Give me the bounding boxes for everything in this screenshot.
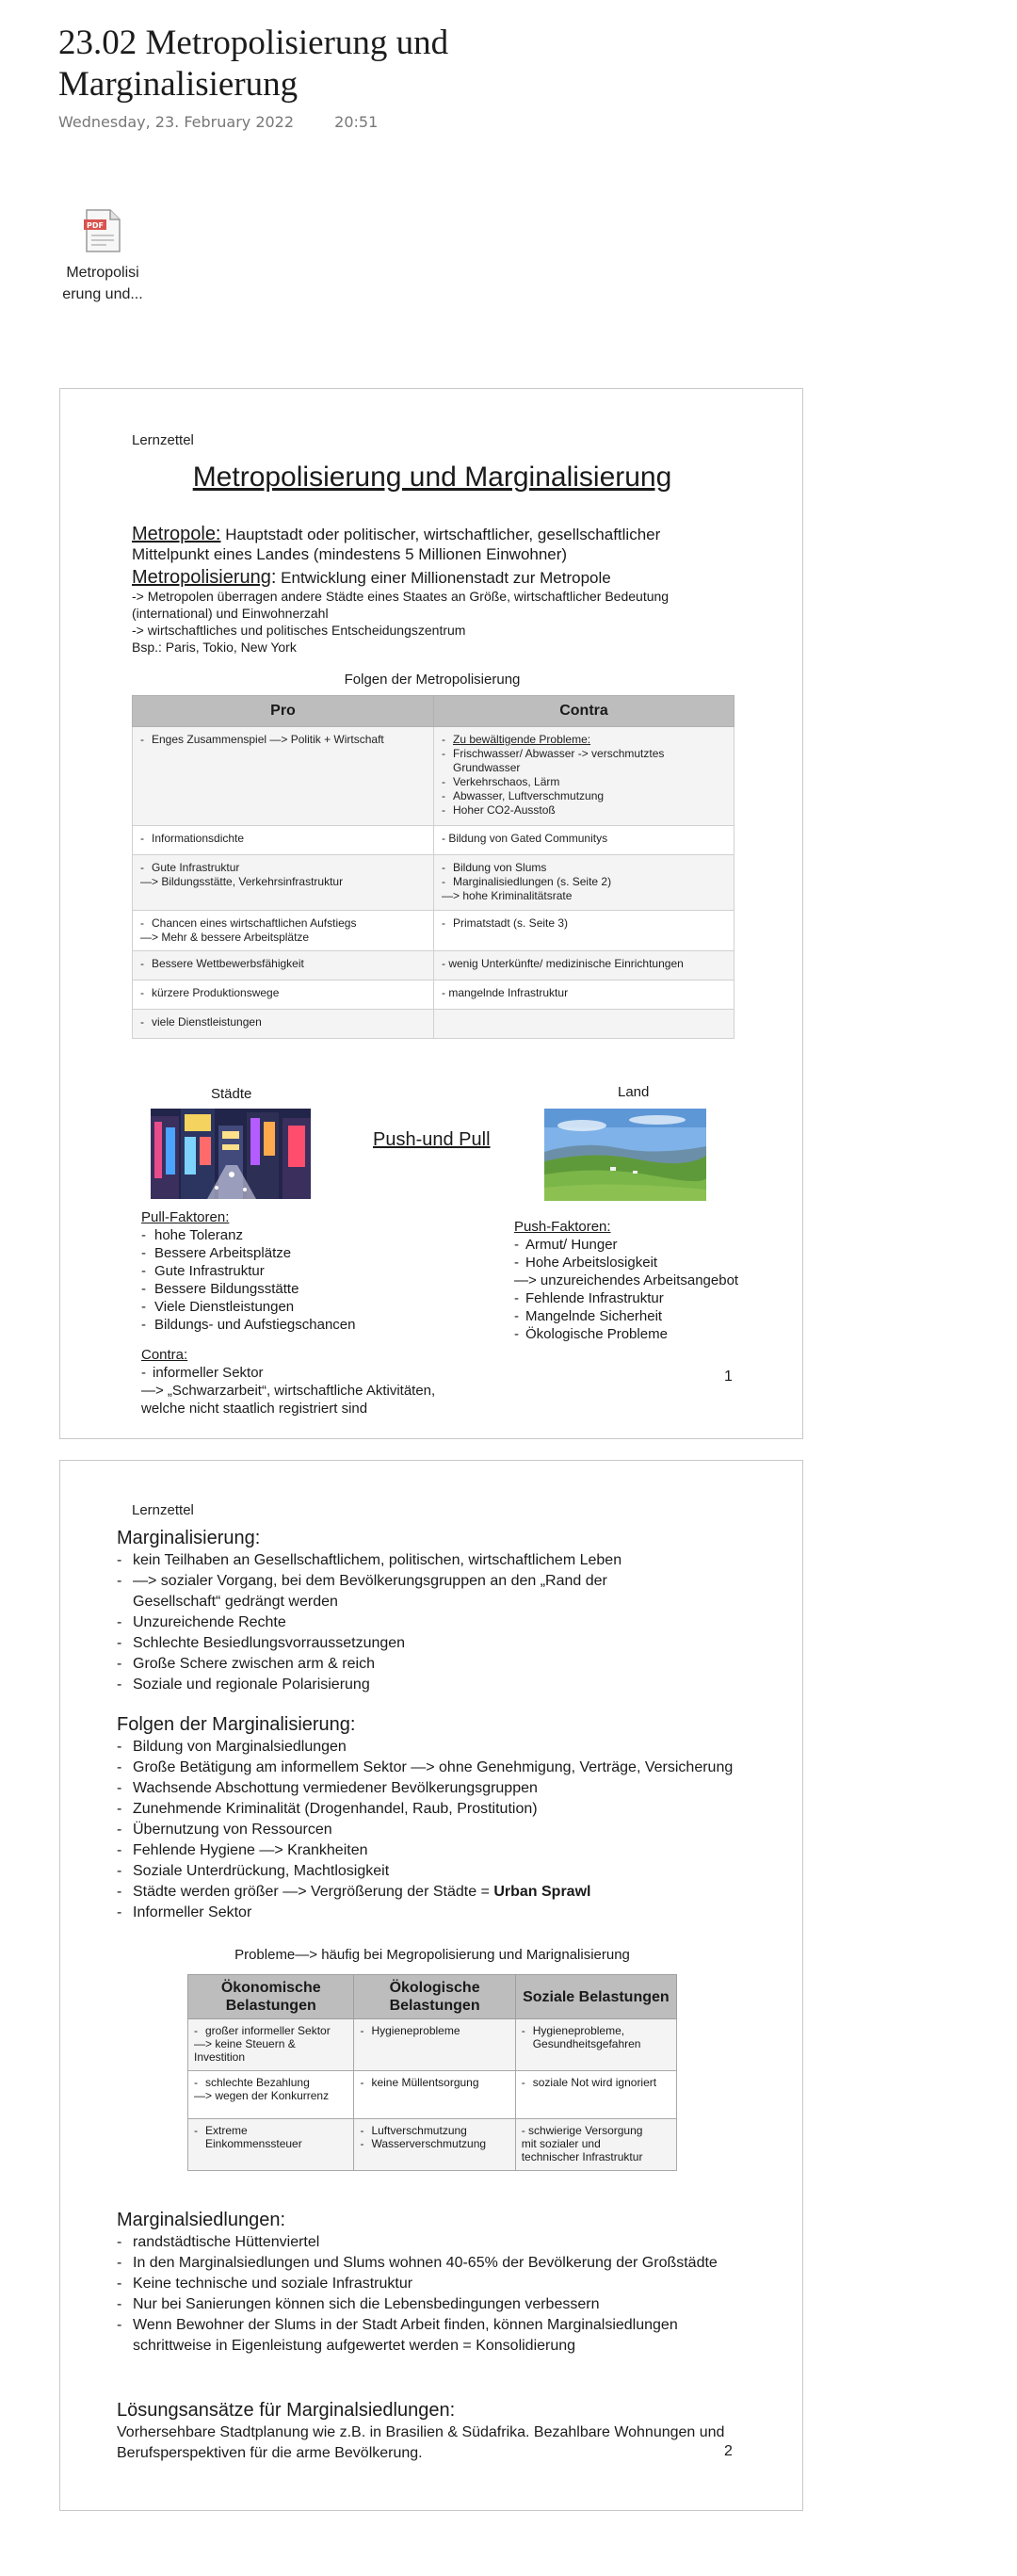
push-factors bbox=[514, 1218, 787, 1343]
attachment-name-line1: Metropolisi bbox=[66, 265, 139, 281]
header-text: Ökologische bbox=[389, 1980, 480, 1996]
metro-note-2: (international) und Einwohnerzahl bbox=[132, 606, 329, 621]
cell-text: —> hohe Kriminalitätsrate bbox=[442, 889, 573, 902]
metropole-term: Metropole: bbox=[132, 524, 221, 544]
list-item-text: Städte werden größer —> Vergrößerung der Städte = bbox=[133, 1884, 494, 1900]
table-cell bbox=[434, 951, 734, 980]
table-cell bbox=[354, 2019, 515, 2071]
list-item: - Bessere Bildungsstätte bbox=[141, 1280, 452, 1298]
table-row bbox=[188, 2019, 677, 2071]
cell-text: - Chancen eines wirtschaftlichen Aufstiegs bbox=[140, 916, 426, 931]
table-cell bbox=[354, 2119, 515, 2171]
page2-kicker: Lernzettel bbox=[132, 1502, 194, 1518]
table-cell bbox=[133, 1010, 434, 1039]
list-item: - Bessere Arbeitsplätze bbox=[141, 1244, 452, 1262]
pdf-page-1 bbox=[59, 388, 803, 1439]
table-cell bbox=[188, 2071, 354, 2119]
table1-caption: Folgen der Metropolisierung bbox=[344, 672, 521, 688]
loes-text-1: Vorhersehbare Stadtplanung wie z.B. in Brasilien & Südafrika. Bezahlbare Wohnungen und bbox=[117, 2424, 725, 2440]
cell-text: - großer informeller Sektor bbox=[194, 2024, 347, 2037]
table-cell bbox=[434, 911, 734, 951]
metropolisierung-def: Entwicklung einer Millionenstadt zur Metropole bbox=[276, 569, 611, 587]
table-row bbox=[133, 980, 734, 1010]
marginalisierung-section bbox=[117, 1527, 776, 1695]
list-item: - Große Betätigung am informellem Sektor —> ohne Genehmigung, Verträge, Versicherung bbox=[117, 1758, 776, 1778]
table-cell bbox=[434, 826, 734, 855]
landscape-image-graphic bbox=[544, 1109, 706, 1201]
cell-text: - kürzere Produktionswege bbox=[140, 986, 279, 999]
table-cell bbox=[133, 826, 434, 855]
cell-text: - viele Dienstleistungen bbox=[140, 1015, 262, 1029]
cell-text: technischer Infrastruktur bbox=[521, 2150, 643, 2163]
table2-caption: Probleme—> häufig bei Megropolisierung und Marignalisierung bbox=[234, 1947, 630, 1963]
pdf-file-icon bbox=[84, 209, 121, 252]
cell-text: - Zu bewältigende Probleme: bbox=[442, 733, 726, 747]
marginalsiedlungen-section bbox=[117, 2209, 776, 2357]
contra-block bbox=[141, 1346, 480, 1418]
table-cell bbox=[515, 2071, 676, 2119]
cell-text: —> wegen der Konkurrenz bbox=[194, 2089, 330, 2102]
cell-text: - wenig Unterkünfte/ medizinische Einrichtungen bbox=[442, 957, 684, 970]
cell-text: - Bildung von Slums bbox=[442, 861, 726, 875]
cell-text: mit sozialer und bbox=[521, 2137, 601, 2150]
table-header-row bbox=[133, 696, 734, 727]
list-item-text: informeller Sektor bbox=[153, 1365, 264, 1381]
list-item: - Bildung von Marginalsiedlungen bbox=[117, 1737, 776, 1758]
cell-text: - Verkehrschaos, Lärm bbox=[442, 775, 726, 789]
list-item: - Bildungs- und Aufstiegschancen bbox=[141, 1316, 452, 1334]
list-item: - hohe Toleranz bbox=[141, 1226, 452, 1244]
metropolisierung-notes bbox=[132, 588, 734, 656]
list-item: —> unzureichendes Arbeitsangebot bbox=[514, 1272, 739, 1288]
cell-text: - Enges Zusammenspiel —> Politik + Wirtschaft bbox=[140, 733, 384, 746]
note-title[interactable] bbox=[58, 23, 718, 105]
contra-text-1: —> „Schwarzarbeit“, wirtschaftliche Aktivitäten, bbox=[141, 1383, 436, 1399]
note-header bbox=[58, 23, 718, 131]
table-cell bbox=[133, 855, 434, 911]
cell-text: - Primatstadt (s. Seite 3) bbox=[442, 916, 568, 930]
list-item: - Übernutzung von Ressourcen bbox=[117, 1820, 776, 1840]
folgen-section bbox=[117, 1713, 776, 1923]
cell-text: - Hoher CO2-Ausstoß bbox=[442, 803, 726, 818]
table-header-sozial: Soziale Belastungen bbox=[515, 1975, 676, 2019]
loesungsansaetze-section bbox=[117, 2399, 776, 2464]
page-number-1: 1 bbox=[724, 1369, 733, 1385]
list-item bbox=[117, 1882, 776, 1903]
table-row bbox=[133, 1010, 734, 1039]
cell-text: - mangelnde Infrastruktur bbox=[442, 986, 569, 999]
cell-text: - Hygieneprobleme bbox=[360, 2024, 460, 2037]
table-cell bbox=[354, 2071, 515, 2119]
cell-text: Investition bbox=[194, 2050, 246, 2064]
table-cell bbox=[188, 2019, 354, 2071]
cell-text: - Gute Infrastruktur bbox=[140, 861, 426, 875]
table-cell bbox=[133, 980, 434, 1010]
metropolisierung-colon: : bbox=[270, 567, 277, 588]
list-item: - —> sozialer Vorgang, bei dem Bevölkerungsgruppen an den „Rand der Gesellschaft“ gedrängt werden bbox=[117, 1571, 622, 1612]
list-item: - Fehlende Hygiene —> Krankheiten bbox=[117, 1840, 776, 1861]
table-cell bbox=[434, 855, 734, 911]
attachment-name-line2: erung und... bbox=[62, 286, 143, 302]
table-row bbox=[133, 951, 734, 980]
table-row bbox=[188, 2119, 677, 2171]
header-text: Belastungen bbox=[225, 1998, 316, 2014]
cell-text: - keine Müllentsorgung bbox=[360, 2076, 478, 2089]
metropolisierung-definition bbox=[132, 568, 734, 656]
push-pull-title: Push-und Pull bbox=[373, 1129, 491, 1150]
metropole-def-2: Mittelpunkt eines Landes (mindestens 5 Millionen Einwohner) bbox=[132, 545, 568, 563]
marginalisierung-heading: Marginalisierung: bbox=[117, 1528, 261, 1548]
pdf-page-2 bbox=[59, 1460, 803, 2511]
folgen-list bbox=[117, 1737, 776, 1923]
list-item-text: Ökologische Probleme bbox=[525, 1326, 668, 1342]
cell-text: - Bildung von Gated Communitys bbox=[442, 832, 608, 845]
table-row bbox=[133, 855, 734, 911]
metro-note-1: -> Metropolen überragen andere Städte eines Staates an Größe, wirtschaftlicher Bedeutung bbox=[132, 589, 670, 604]
metropolisierung-term: Metropolisierung bbox=[132, 567, 271, 588]
table-cell bbox=[434, 980, 734, 1010]
cell-text: - Wasserverschmutzung bbox=[360, 2137, 508, 2150]
note-date: Wednesday, 23. February 2022 bbox=[58, 113, 295, 131]
table-header-oekonomisch bbox=[188, 1975, 354, 2019]
marginalsiedlungen-list bbox=[117, 2232, 776, 2357]
list-item: - randstädtische Hüttenviertel bbox=[117, 2232, 776, 2253]
table-header-oekologisch bbox=[354, 1975, 515, 2019]
cell-text: - Abwasser, Luftverschmutzung bbox=[442, 789, 726, 803]
list-item-text: Mangelnde Sicherheit bbox=[525, 1308, 663, 1324]
cell-text: - Extreme bbox=[194, 2124, 347, 2137]
note-meta bbox=[58, 113, 718, 131]
belastungen-table bbox=[187, 1974, 677, 2171]
cell-text: - Marginalisiedlungen (s. Seite 2) bbox=[442, 875, 726, 889]
header-text: Ökonomische bbox=[220, 1980, 321, 1996]
cell-text: - Bessere Wettbewerbsfähigkeit bbox=[140, 957, 304, 970]
table-cell bbox=[188, 2119, 354, 2171]
list-item-text: Fehlende Infrastruktur bbox=[525, 1290, 664, 1306]
landscape-image bbox=[544, 1109, 706, 1201]
list-item: - Informeller Sektor bbox=[117, 1903, 776, 1923]
table-row bbox=[133, 911, 734, 951]
page1-kicker: Lernzettel bbox=[132, 432, 194, 448]
pdf-icon-label: PDF bbox=[87, 221, 104, 230]
loesungsansaetze-text bbox=[117, 2422, 776, 2464]
contra-text-2: welche nicht staatlich registriert sind bbox=[141, 1401, 368, 1417]
folgen-heading: Folgen der Marginalisierung: bbox=[117, 1714, 356, 1735]
urban-sprawl-term: Urban Sprawl bbox=[493, 1884, 591, 1900]
table-cell bbox=[434, 1010, 734, 1039]
list-item: - In den Marginalsiedlungen und Slums wohnen 40-65% der Bevölkerung der Großstädte bbox=[117, 2253, 776, 2274]
header-text: Belastungen bbox=[389, 1998, 480, 2014]
push-factors-heading: Push-Faktoren: bbox=[514, 1219, 611, 1235]
list-item: - Unzureichende Rechte bbox=[117, 1612, 776, 1633]
list-item: - kein Teilhaben an Gesellschaftlichem, politischen, wirtschaftlichem Leben bbox=[117, 1550, 776, 1571]
page-number-2: 2 bbox=[724, 2443, 733, 2459]
table-cell bbox=[515, 2019, 676, 2071]
list-item: - Zunehmende Kriminalität (Drogenhandel, Raub, Prostitution) bbox=[117, 1799, 776, 1820]
metropolisierung-table bbox=[132, 695, 734, 1039]
table-header-contra: Contra bbox=[434, 696, 734, 727]
table-cell bbox=[434, 727, 734, 826]
cell-text: Einkommenssteuer bbox=[205, 2137, 302, 2150]
metropole-definition bbox=[132, 525, 734, 564]
table-row bbox=[133, 826, 734, 855]
pull-factors-list bbox=[141, 1226, 452, 1334]
pull-factors bbox=[141, 1208, 452, 1334]
marginalisierung-list bbox=[117, 1550, 776, 1695]
table-header-pro: Pro bbox=[133, 696, 434, 727]
loesungsansaetze-heading: Lösungsansätze für Marginalsiedlungen: bbox=[117, 2400, 456, 2421]
list-item-text: Armut/ Hunger bbox=[525, 1237, 618, 1253]
cell-text: - schlechte Bezahlung bbox=[194, 2076, 347, 2089]
list-item bbox=[514, 1289, 787, 1307]
list-item bbox=[514, 1325, 787, 1343]
table-cell bbox=[515, 2119, 676, 2171]
list-item: - Gute Infrastruktur bbox=[141, 1262, 452, 1280]
cell-text: Gesundheitsgefahren bbox=[532, 2037, 641, 2050]
list-item: - Keine technische und soziale Infrastruktur bbox=[117, 2274, 776, 2294]
cell-text: Grundwasser bbox=[453, 761, 521, 774]
table-header-row bbox=[188, 1975, 677, 2019]
staedte-label: Städte bbox=[211, 1086, 252, 1102]
attachment-name bbox=[58, 262, 147, 305]
list-item: - Schlechte Besiedlungsvorraussetzungen bbox=[117, 1633, 776, 1654]
table-row bbox=[133, 727, 734, 826]
list-item bbox=[141, 1364, 480, 1382]
cell-text: —> keine Steuern & bbox=[194, 2037, 296, 2050]
cell-text: - Luftverschmutzung bbox=[360, 2124, 508, 2137]
city-night-image bbox=[151, 1109, 311, 1199]
pdf-attachment[interactable] bbox=[58, 209, 147, 305]
table-cell bbox=[133, 951, 434, 980]
list-item: - Wachsende Abschottung vermiedener Bevölkerungsgruppen bbox=[117, 1778, 776, 1799]
metro-note-4: Bsp.: Paris, Tokio, New York bbox=[132, 640, 297, 655]
city-image-graphic bbox=[151, 1109, 311, 1199]
cell-text: - Frischwasser/ Abwasser -> verschmutztes bbox=[442, 747, 726, 761]
metro-note-3: -> wirtschaftliches und politisches Entscheidungszentrum bbox=[132, 623, 466, 638]
list-item bbox=[514, 1236, 787, 1254]
cell-text: - soziale Not wird ignoriert bbox=[522, 2076, 656, 2089]
land-label: Land bbox=[618, 1084, 650, 1100]
table-cell bbox=[133, 727, 434, 826]
list-item: - Viele Dienstleistungen bbox=[141, 1298, 452, 1316]
metropole-def-1: Hauptstadt oder politischer, wirtschaftlicher, gesellschaftlicher bbox=[220, 526, 661, 543]
note-title-line2: Marginalisierung bbox=[58, 65, 299, 104]
list-item-text: Hohe Arbeitslosigkeit bbox=[525, 1255, 658, 1271]
table-row bbox=[188, 2071, 677, 2119]
page1-title: Metropolisierung und Marginalisierung bbox=[192, 462, 672, 493]
list-item: - Nur bei Sanierungen können sich die Lebensbedingungen verbessern bbox=[117, 2294, 776, 2315]
note-time: 20:51 bbox=[334, 113, 379, 131]
list-item bbox=[514, 1254, 787, 1272]
list-item: - Soziale und regionale Polarisierung bbox=[117, 1675, 776, 1695]
marginalsiedlungen-heading: Marginalsiedlungen: bbox=[117, 2210, 286, 2230]
note-title-line1: 23.02 Metropolisierung und bbox=[58, 24, 449, 62]
list-item: - Wenn Bewohner der Slums in der Stadt Arbeit finden, können Marginalsiedlungen schrittweise in Eigenleistung aufgewertet werden = Konsolidierung bbox=[117, 2315, 698, 2357]
cell-text: - Hygieneprobleme, bbox=[522, 2024, 670, 2037]
pull-factors-heading: Pull-Faktoren: bbox=[141, 1209, 230, 1225]
table-cell bbox=[133, 911, 434, 951]
list-item: - Große Schere zwischen arm & reich bbox=[117, 1654, 776, 1675]
cell-text: - Informationsdichte bbox=[140, 832, 244, 845]
cell-text: —> Mehr & bessere Arbeitsplätze bbox=[140, 931, 310, 944]
cell-text: - schwierige Versorgung bbox=[521, 2124, 643, 2137]
list-item bbox=[514, 1307, 787, 1325]
contra-heading: Contra: bbox=[141, 1347, 188, 1363]
loes-text-2: Berufsperspektiven für die arme Bevölkerung. bbox=[117, 2445, 423, 2461]
cell-text: —> Bildungsstätte, Verkehrsinfrastruktur bbox=[140, 875, 344, 888]
list-item: - Soziale Unterdrückung, Machtlosigkeit bbox=[117, 1861, 776, 1882]
